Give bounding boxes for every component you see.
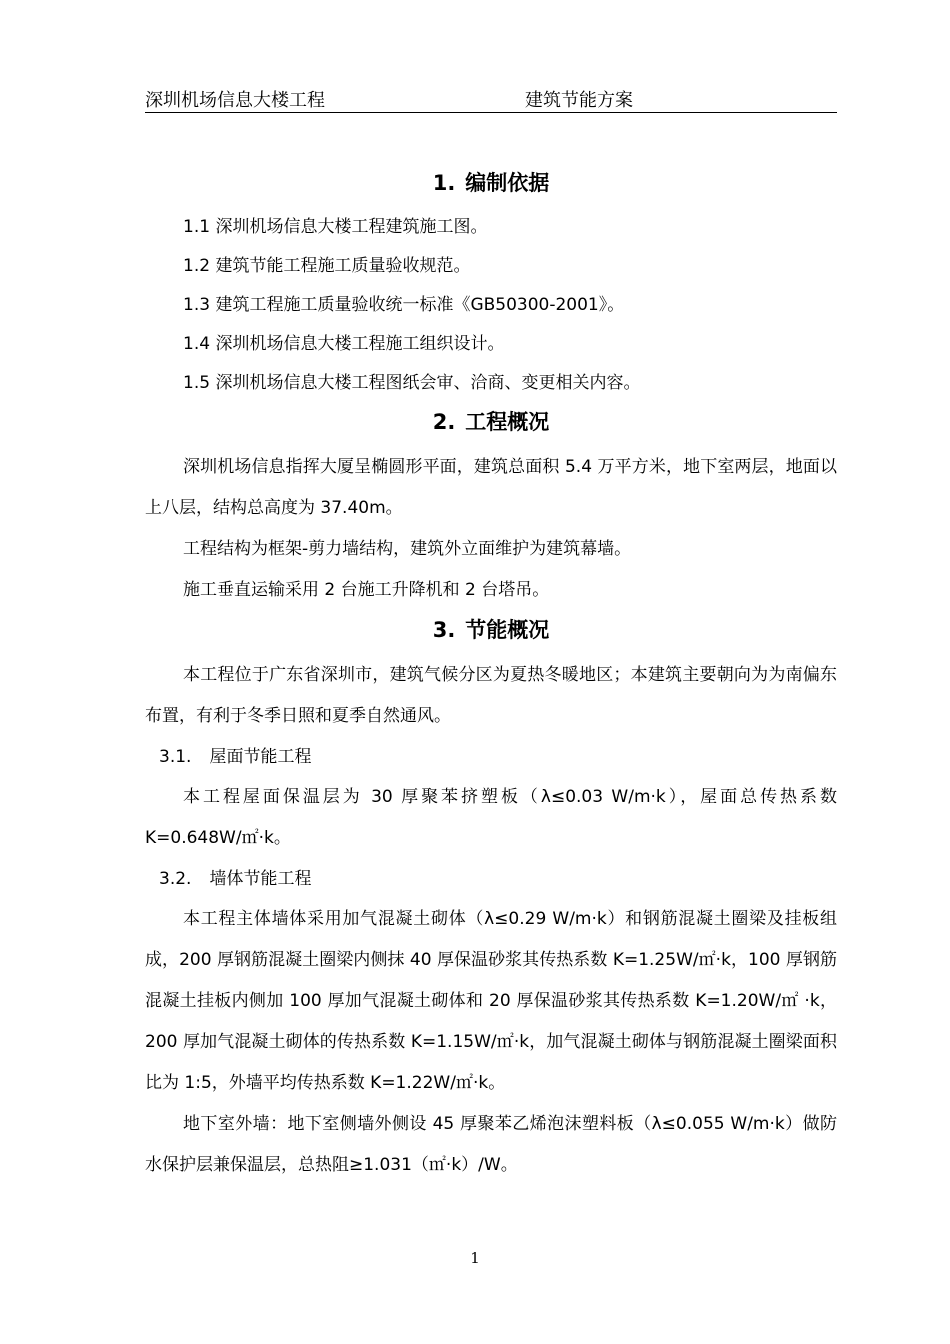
energy-intro-paragraph: 本工程位于广东省深圳市，建筑气候分区为夏热冬暖地区；本建筑主要朝向为为南偏东布置，有利于冬季日照和夏季自然通风。: [145, 665, 837, 726]
subsection-3-1-number: 3.1.: [159, 747, 192, 767]
header-project-name: 深圳机场信息大楼工程: [145, 90, 325, 111]
section-1-heading: [145, 166, 837, 200]
page-number: 1: [470, 1249, 480, 1267]
basis-item: 1.4 深圳机场信息大楼工程施工组织设计。: [183, 334, 505, 354]
header-document-title: 建筑节能方案: [525, 90, 633, 111]
subsection-3-1-heading: [145, 737, 837, 777]
wall-paragraph: 本工程主体墙体采用加气混凝土砌体（λ≤0.29 W/m·k）和钢筋混凝土圈梁及挂板组成，200 厚钢筋混凝土圈梁内侧抹 40 厚保温砂浆其传热系数 K=1.25W/㎡·k，100 厚钢筋混凝土挂板内侧加 100 厚加气混凝土砌体和 20 厚保温砂浆其传热系数 K=1.20W/㎡ ·k，200 厚加气混凝土砌体的传热系数 K=1.15W/㎡·k，加气混凝土砌体与钢筋混凝土圈梁面积比为 1:5，外墙平均传热系数 K=1.22W/㎡·k。: [145, 909, 837, 1093]
section-2-number: 2.: [432, 410, 456, 434]
section-1-number: 1.: [432, 171, 456, 195]
basis-item: 1.1 深圳机场信息大楼工程建筑施工图。: [183, 217, 488, 237]
basis-item: 1.3 建筑工程施工质量验收统一标准《GB50300-2001》。: [183, 295, 625, 315]
subsection-3-1-title: 屋面节能工程: [209, 747, 312, 767]
subsection-3-2-heading: [145, 859, 837, 899]
subsection-3-2-number: 3.2.: [159, 869, 192, 889]
basement-wall-paragraph: 地下室外墙：地下室侧墙外侧设 45 厚聚苯乙烯泡沫塑料板（λ≤0.055 W/m·k）做防水保护层兼保温层，总热阻≥1.031（㎡·k）/W。: [145, 1114, 837, 1175]
overview-paragraph: 施工垂直运输采用 2 台施工升降机和 2 台塔吊。: [183, 580, 550, 600]
section-3-heading: [145, 613, 837, 647]
page-header: [145, 86, 837, 113]
overview-paragraph: 工程结构为框架-剪力墙结构，建筑外立面维护为建筑幕墙。: [183, 539, 632, 559]
subsection-3-2-title: 墙体节能工程: [209, 869, 312, 889]
section-3-title: 节能概况: [465, 618, 550, 642]
section-1-title: 编制依据: [465, 171, 550, 195]
section-2-title: 工程概况: [465, 410, 550, 434]
document-body: [145, 166, 837, 1186]
basis-item: 1.5 深圳机场信息大楼工程图纸会审、洽商、变更相关内容。: [183, 373, 641, 393]
roof-paragraph: 本工程屋面保温层为 30 厚聚苯挤塑板（λ≤0.03 W/m·k），屋面总传热系数 K=0.648W/㎡·k。: [145, 787, 837, 848]
section-2-heading: [145, 405, 837, 439]
overview-paragraph: 深圳机场信息指挥大厦呈椭圆形平面，建筑总面积 5.4 万平方米，地下室两层，地面以上八层，结构总高度为 37.40m。: [145, 457, 837, 518]
basis-item: 1.2 建筑节能工程施工质量验收规范。: [183, 256, 471, 276]
section-3-number: 3.: [432, 618, 456, 642]
